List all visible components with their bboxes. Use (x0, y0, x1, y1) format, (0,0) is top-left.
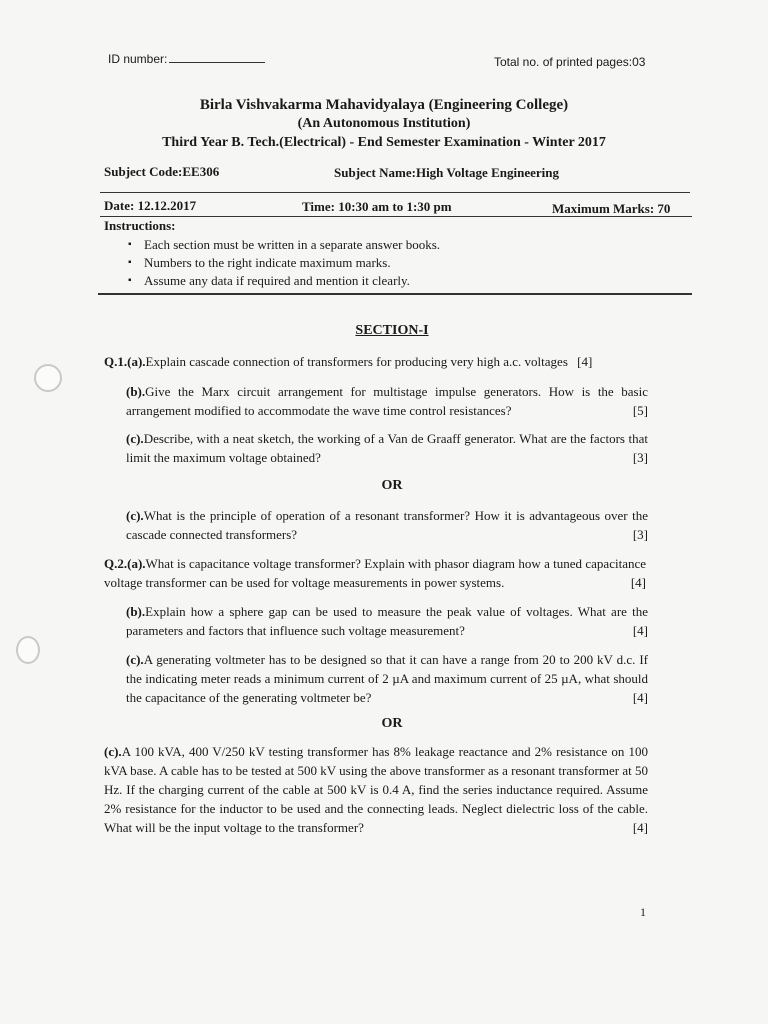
or-separator: OR (381, 478, 403, 493)
question-1c-alt: (c).What is the principle of operation of a resonant transformer? How it is advantageous over the cascade connected transformers? [3] (126, 508, 648, 542)
total-pages: Total no. of printed pages:03 (494, 55, 646, 69)
marks: [4] (630, 575, 646, 590)
question-2b: (b).Explain how a sphere gap can be used to measure the peak value of voltages. What are the parameters and factors that influence such voltage measurement? [4] (126, 604, 648, 638)
marks: [3] (632, 527, 648, 542)
question-1c: (c).Describe, with a neat sketch, the working of a Van de Graaff generator. What are the factors that limit the maximum voltage obtained? [3] (126, 431, 648, 465)
instruction-item: ▪ Each section must be written in a separate answer books. (120, 236, 640, 254)
marks: [4] (632, 820, 648, 835)
marks: [4] (577, 354, 593, 369)
marks: [4] (632, 623, 648, 638)
instructions-list (120, 236, 640, 290)
divider-bottom (98, 293, 692, 295)
subject-name: Subject Name:High Voltage Engineering (334, 165, 559, 180)
marks: [4] (632, 690, 648, 705)
exam-title: Third Year B. Tech.(Electrical) - End Semester Examination - Winter 2017 (162, 135, 606, 150)
instruction-item: ▪ Numbers to the right indicate maximum marks. (120, 254, 640, 272)
exam-time: Time: 10:30 am to 1:30 pm (302, 199, 452, 214)
punch-hole-bottom (16, 636, 40, 664)
instructions-title: Instructions: (104, 218, 176, 233)
divider-top (100, 192, 690, 193)
question-2a: Q.2.(a).What is capacitance voltage transformer? Explain with phasor diagram how a tuned capacitance voltage transformer can be used for voltage measurements in power systems. [4] (104, 556, 646, 590)
exam-date: Date: 12.12.2017 (104, 198, 197, 213)
punch-hole-top (34, 364, 62, 392)
divider-mid (100, 216, 692, 217)
or-separator: OR (381, 716, 403, 731)
question-1a: Q.1.(a).Explain cascade connection of transformers for producing very high a.c. voltages [4] (104, 354, 593, 369)
question-1b: (b).Give the Marx circuit arrangement for multistage impulse generators. How is the basic arrangement modified to accommodate the wave time control resistances? [5] (126, 384, 648, 418)
page-number: 1 (640, 905, 646, 919)
question-2c: (c).A generating voltmeter has to be designed so that it can have a range from 20 to 200 kV d.c. If the indicating meter reads a minimum current of 2 µA and maximum current of 25 µA, what should the capacitance of the generating voltmeter be? [4] (126, 652, 648, 705)
college-name: Birla Vishvakarma Mahavidyalaya (Engineering College) (199, 97, 569, 113)
instruction-item: ▪ Assume any data if required and mention it clearly. (120, 272, 640, 290)
section-title: SECTION-I (355, 323, 429, 338)
subject-code: Subject Code:EE306 (104, 164, 220, 179)
marks: [3] (632, 450, 648, 465)
autonomous-label: (An Autonomous Institution) (297, 116, 471, 131)
max-marks: Maximum Marks: 70 (552, 201, 671, 216)
question-2c-alt: (c).A 100 kVA, 400 V/250 kV testing transformer has 8% leakage reactance and 2% resistance on 100 kVA base. A cable has to be tested at 500 kV using the above transformer as a resonant transformer at 50 Hz. If the charging current of the cable at 500 kV is 0.4 A, find the series inductance required. Assume 2% resistance for the inductor to be used and the connecting leads. Neglect dielectric loss of the cable. What will be the input voltage to the transformer? [4] (104, 744, 648, 835)
marks: [5] (632, 403, 648, 418)
id-number-label: ID number: (108, 52, 265, 66)
